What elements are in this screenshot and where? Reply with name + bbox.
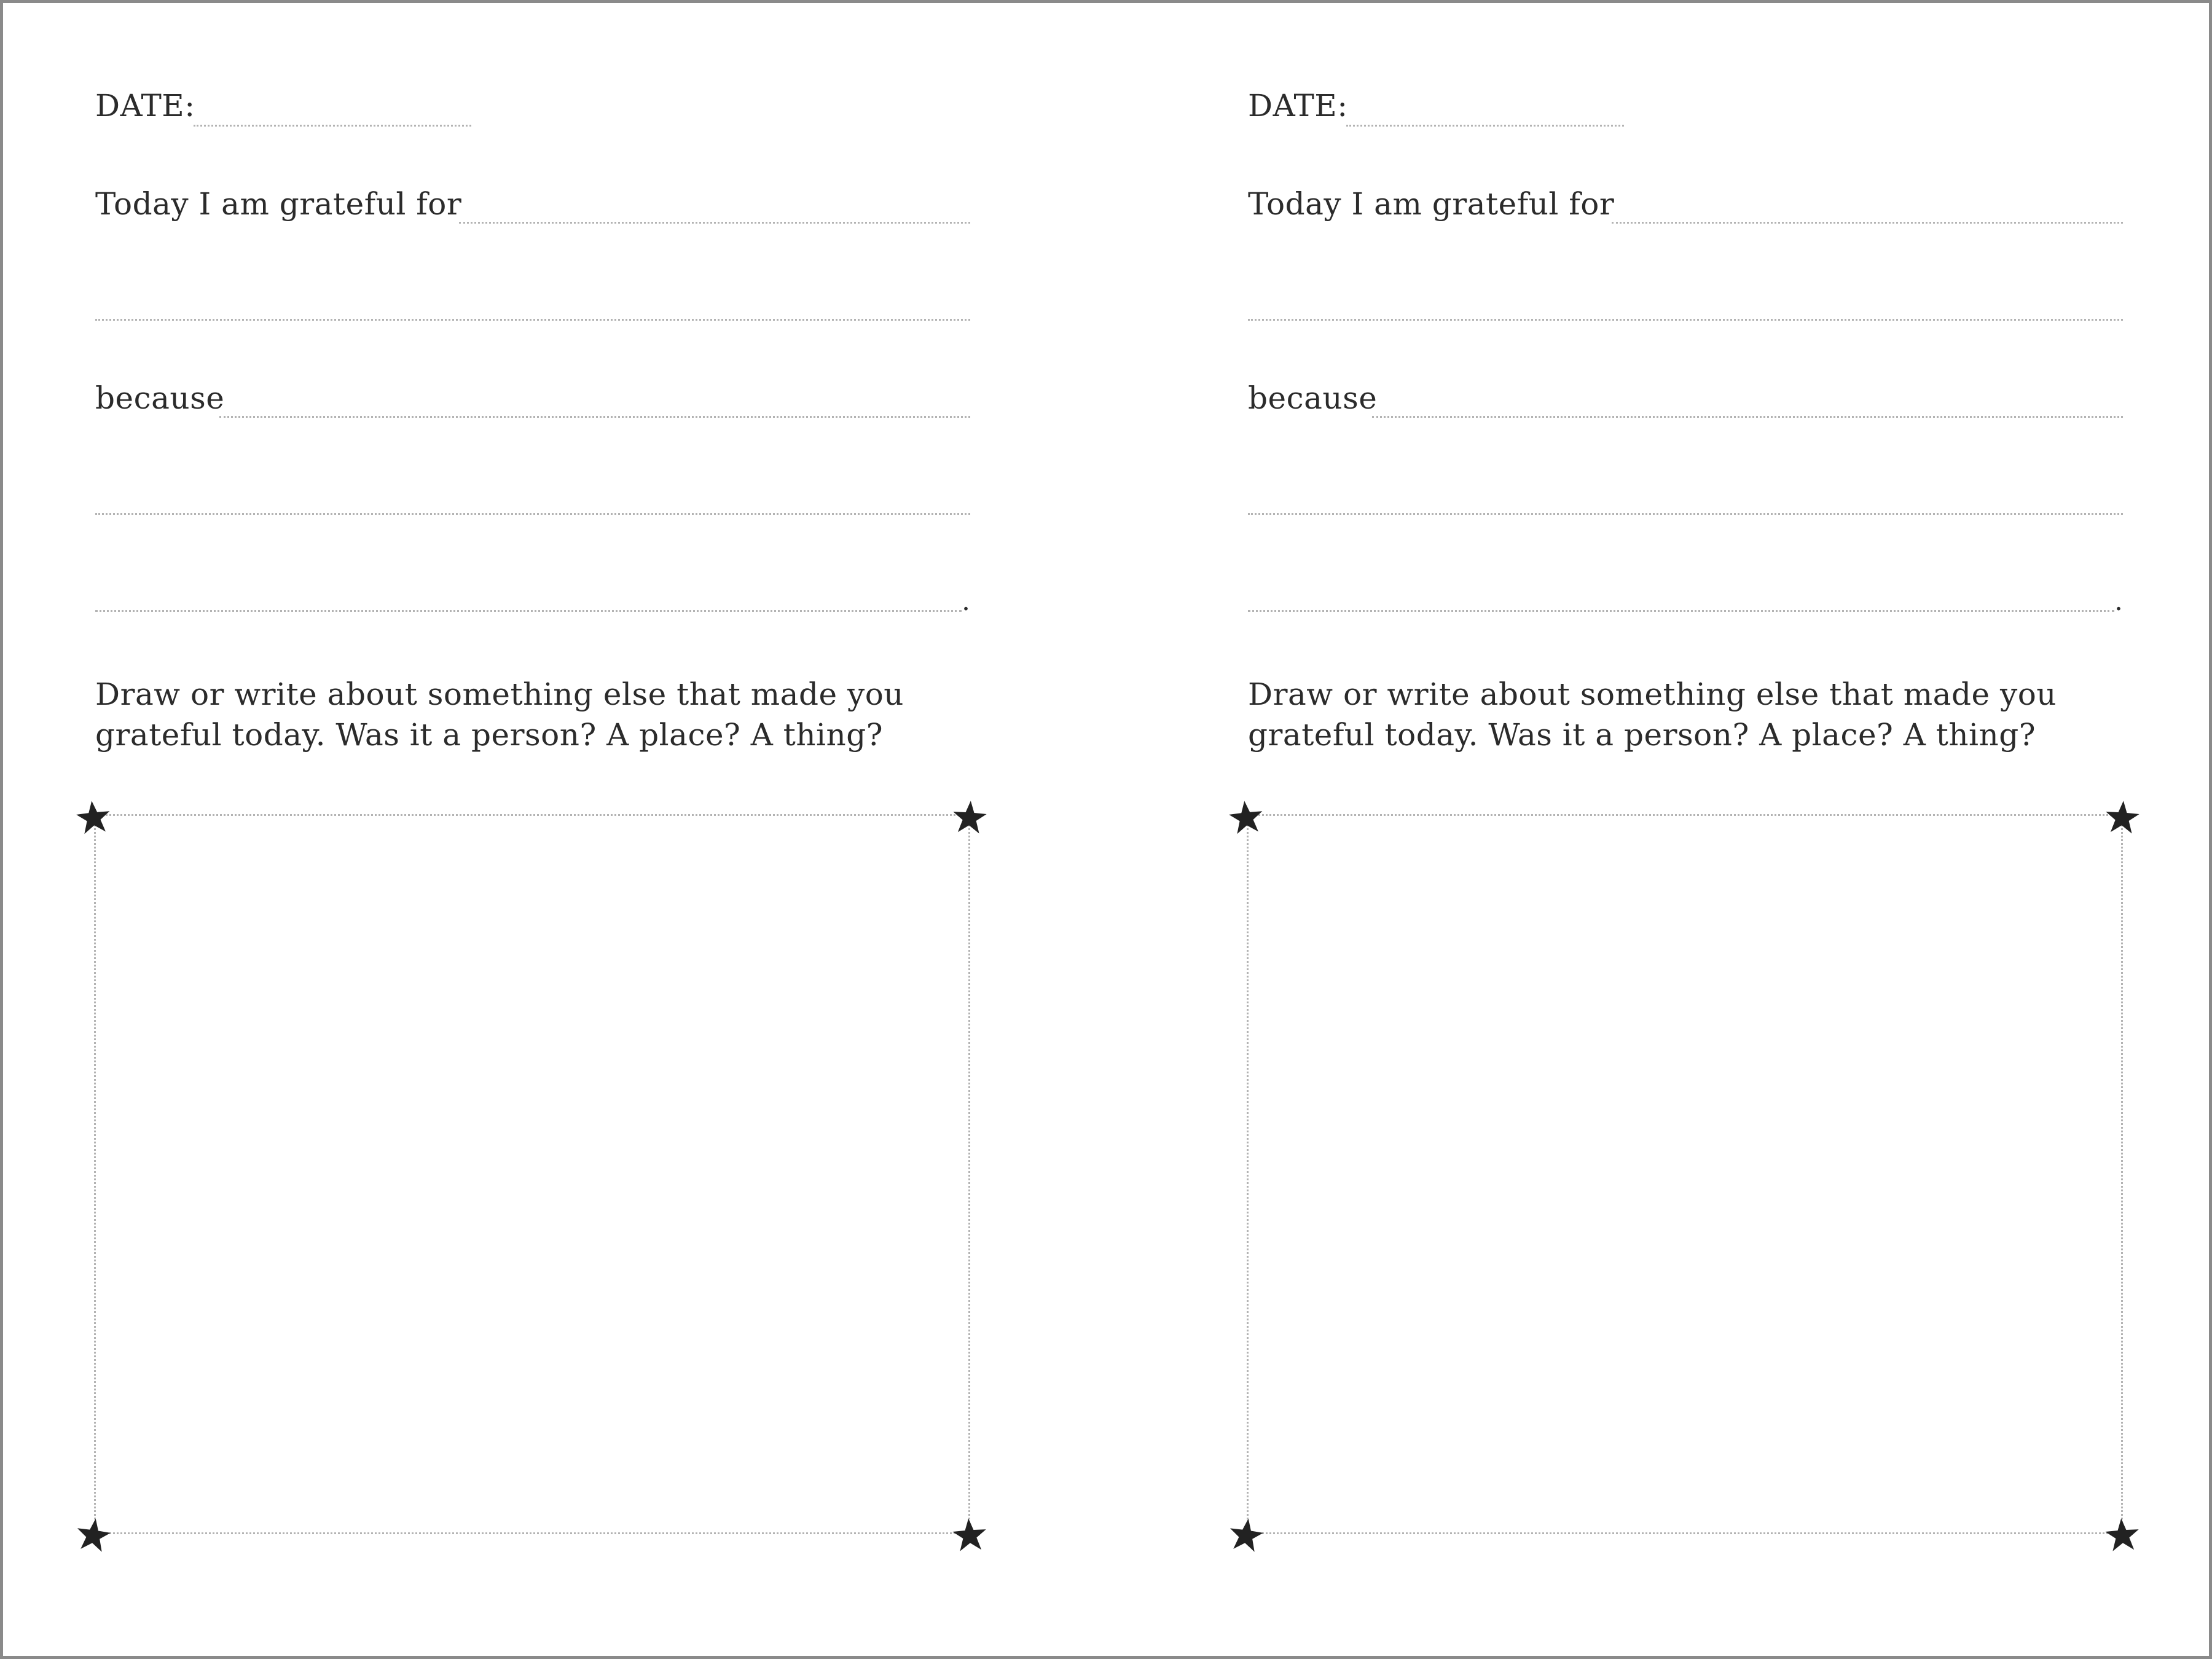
grateful-field-line-2[interactable]: [95, 319, 970, 321]
star-icon: [1228, 799, 1264, 835]
grateful-field-line-2[interactable]: [1248, 319, 2123, 321]
star-icon: [2104, 1517, 2140, 1553]
prompt-line-1: Draw or write about something else that made you: [1248, 676, 2057, 712]
star-icon: [76, 799, 111, 835]
date-field[interactable]: [194, 125, 471, 127]
date-label: DATE:: [1248, 88, 1348, 123]
right-page: [1156, 3, 2212, 1662]
grateful-field-line-1[interactable]: [1612, 222, 2123, 224]
because-field-line-3[interactable]: [95, 610, 962, 612]
sentence-period: .: [2114, 586, 2123, 617]
star-icon: [2104, 799, 2140, 835]
prompt-line-2: grateful today. Was it a person? A place? A thing?: [95, 717, 884, 753]
date-field[interactable]: [1346, 125, 1624, 127]
drawing-prompt: [1248, 674, 2057, 755]
star-icon: [952, 799, 987, 835]
sentence-period: .: [962, 586, 970, 617]
star-icon: [1228, 1517, 1264, 1553]
grateful-field-line-1[interactable]: [459, 222, 970, 224]
date-label: DATE:: [95, 88, 195, 123]
because-field-line-1[interactable]: [1372, 416, 2123, 418]
because-field-line-3[interactable]: [1248, 610, 2114, 612]
because-field-line-1[interactable]: [219, 416, 970, 418]
drawing-area[interactable]: [94, 814, 970, 1534]
star-icon: [76, 1517, 111, 1553]
because-label: because: [1248, 380, 1378, 416]
because-field-line-2[interactable]: [95, 513, 970, 515]
prompt-line-2: grateful today. Was it a person? A place? A thing?: [1248, 717, 2036, 753]
drawing-prompt: [95, 674, 904, 755]
prompt-line-1: Draw or write about something else that made you: [95, 676, 904, 712]
star-icon: [952, 1517, 987, 1553]
left-page: [3, 3, 1109, 1662]
grateful-label: Today I am grateful for: [95, 186, 462, 222]
because-label: because: [95, 380, 225, 416]
because-field-line-2[interactable]: [1248, 513, 2123, 515]
drawing-area[interactable]: [1247, 814, 2123, 1534]
grateful-label: Today I am grateful for: [1248, 186, 1615, 222]
